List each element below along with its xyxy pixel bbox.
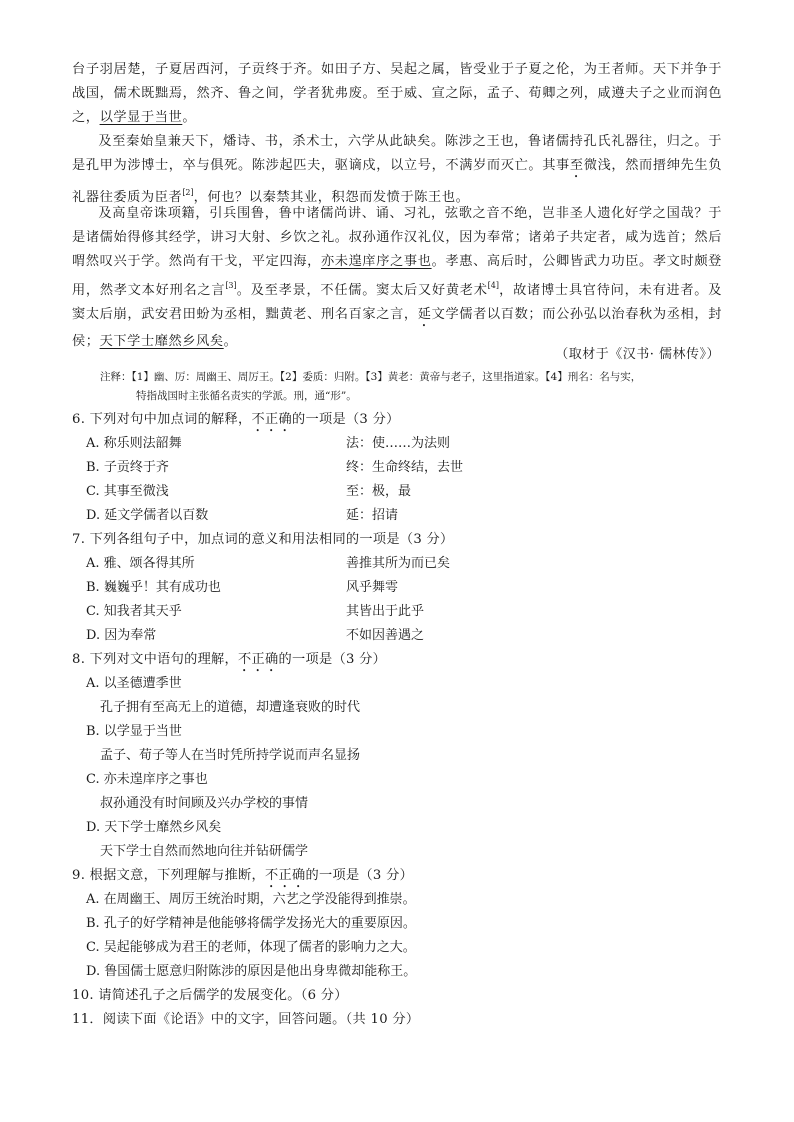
question-8-explain-d: 天下学士自然而然地向往并钻研儒学 (100, 844, 309, 859)
stem-text: 9. 根据文意，下列理解与推断， (72, 868, 266, 883)
question-10: 10. 请简述孔子之后儒学的发展变化。（6 分） (72, 988, 348, 1003)
question-7-pair-c: 其皆出于此乎 (346, 604, 425, 619)
question-6-option-a[interactable]: A. 称乐则法韶舞 (86, 436, 182, 451)
annotation-line: 注释：【1】幽、厉：周幽王、周厉王。【2】委质：归附。【3】黄老：黄帝与老子，这里指道家。【4】刑名：名与实， (100, 371, 642, 383)
question-7-stem: 7. 下列各组句子中，加点词的意义和用法相同的一项是（3 分） (72, 532, 454, 547)
question-6-gloss-a: 法：使……为法则 (346, 436, 451, 451)
underlined-phrase: 天下学士靡然乡风矣 (99, 334, 224, 349)
stem-text: 的一项是（3 分） (292, 412, 400, 427)
question-9-option-c[interactable]: C. 吴起能够成为君王的老师，体现了儒者的影响力之大。 (86, 940, 416, 955)
question-8-explain-c: 叔孙通没有时间顾及兴办学校的事情 (100, 796, 309, 811)
underlined-phrase: 以学显于当世 (99, 110, 183, 125)
question-6-gloss-d: 延：招请 (346, 508, 399, 523)
passage-text: 。及至孝景，不任儒。窦太后又好黄老术 (236, 283, 488, 298)
question-8-stem (72, 648, 386, 675)
question-8-option-d[interactable]: D. 天下学士靡然乡风矣 (86, 820, 222, 835)
passage-text: 微浅，然而搢绅先生负礼器往委质为臣者 (72, 158, 722, 205)
question-8-option-c[interactable]: C. 亦未遑庠序之事也 (86, 772, 208, 787)
question-8-explain-b: 孟子、荀子等人在当时凭所持学说而声名显扬 (100, 748, 361, 763)
annotations (100, 368, 725, 406)
footnote-marker: [4] (487, 281, 499, 290)
stem-text: 的一项是（3 分） (278, 652, 387, 667)
stem-text: 的一项是（3 分） (305, 868, 414, 883)
question-6-stem (72, 408, 400, 435)
stem-text: 6. 下列对句中加点词的解释， (72, 412, 252, 427)
passage-text: 及至秦始皇兼天下，燔诗、书，杀术士，六学从此缺矣。陈涉之王也，鲁诸儒持孔氏礼器往，归之。于是孔甲为涉博士，卒与俱死。陈涉起匹夫，驱谪戍，以立号，不满岁而灭亡。其事 (72, 134, 722, 173)
question-7-pair-b: 风乎舞雩 (346, 580, 399, 595)
dotted-word: 不正确 (238, 652, 279, 667)
annotation-line: 特指战国时主张循名责实的学派。刑，通“形”。 (136, 390, 357, 402)
question-7-pair-d: 不如因善遇之 (346, 628, 425, 643)
question-6-option-c[interactable]: C. 其事至微浅 (86, 484, 169, 499)
question-6-gloss-c: 至：极，最 (346, 484, 412, 499)
underlined-phrase: 亦未遑庠序之事也 (320, 254, 432, 269)
question-7-option-b[interactable]: B. 巍巍乎！其有成功也 (86, 580, 221, 595)
question-7-pair-a: 善推其所为而已矣 (346, 556, 451, 571)
passage-text: ，何也？以秦禁其业，积怨而发愤于陈王也。 (193, 190, 470, 205)
dotted-word: 延 (417, 307, 432, 322)
dotted-word: 不正确 (265, 868, 306, 883)
passage-text: ，故诸博士具官待问，未有进者。及窦太后崩，武安君田蚡为丞相，黜黄老、刑名百家之言， (72, 283, 722, 322)
passage-paragraph-3 (72, 202, 722, 354)
question-7-option-a[interactable]: A. 雅、颂各得其所 (86, 556, 195, 571)
question-9-stem (72, 864, 413, 891)
question-9-option-d[interactable]: D. 鲁国儒士愿意归附陈涉的原因是他出身卑微却能称王。 (86, 964, 417, 979)
dotted-word: 至 (569, 158, 584, 173)
passage-paragraph-1 (72, 58, 722, 130)
dotted-word: 不正确 (251, 412, 292, 427)
question-7-option-d[interactable]: D. 因为奉常 (86, 628, 157, 643)
passage-text: 文学儒者以百数；而公孙弘以治春秋为丞相，封侯； (72, 307, 723, 349)
passage-text: 及高皇帝诛项籍，引兵围鲁，鲁中诸儒尚讲、诵、习礼，弦歌之音不绝，岂非圣人遗化好学之国哉？于是诸儒始得修其经学，讲习大射、乡饮之礼。叔孙通作汉礼仪，因为奉常；诸弟子共定者，咸为选首；然后喟然叹兴于学。然尚有干戈，平定四海， (72, 206, 722, 269)
question-6-gloss-b: 终：生命终结，去世 (346, 460, 464, 475)
passage-text: 台子羽居楚，子夏居西河，子贡终于齐。如田子方、吴起之属，皆受业于子夏之伦，为王者师。天下并争于战国，儒术既黜焉，然齐、鲁之间，学者犹弗废。至于威、宣之际，孟子、荀卿之列，咸遵夫子之业而润色之， (72, 62, 722, 125)
passage-text: 。孝惠、高后时，公卿皆武力功臣。孝文时颇登用，然孝文本好刑名之言 (72, 254, 722, 298)
punctuation: 。 (182, 110, 197, 125)
question-8-explain-a: 孔子拥有至高无上的道德，却遭逢衰败的时代 (100, 700, 361, 715)
question-6-option-b[interactable]: B. 子贡终于齐 (86, 460, 169, 475)
passage-source: （取材于《汉书· 儒林传》） (555, 347, 720, 362)
question-8-option-b[interactable]: B. 以学显于当世 (86, 724, 182, 739)
stem-text: 8. 下列对文中语句的理解， (72, 652, 239, 667)
question-9-option-a[interactable]: A. 在周幽王、周厉王统治时期，六艺之学没能得到推崇。 (86, 892, 416, 907)
question-6-option-d[interactable]: D. 延文学儒者以百数 (86, 508, 209, 523)
question-11: 11．阅读下面《论语》中的文字，回答问题。（共 10 分） (72, 1012, 420, 1027)
question-7-option-c[interactable]: C. 知我者其天乎 (86, 604, 182, 619)
footnote-marker: [2] (182, 188, 194, 197)
footnote-marker: [3] (225, 281, 237, 290)
punctuation: 。 (223, 334, 238, 349)
passage-paragraph-2 (72, 130, 722, 210)
question-9-option-b[interactable]: B. 孔子的好学精神是他能够将儒学发扬光大的重要原因。 (86, 916, 416, 931)
question-8-option-a[interactable]: A. 以圣德遭季世 (86, 676, 182, 691)
